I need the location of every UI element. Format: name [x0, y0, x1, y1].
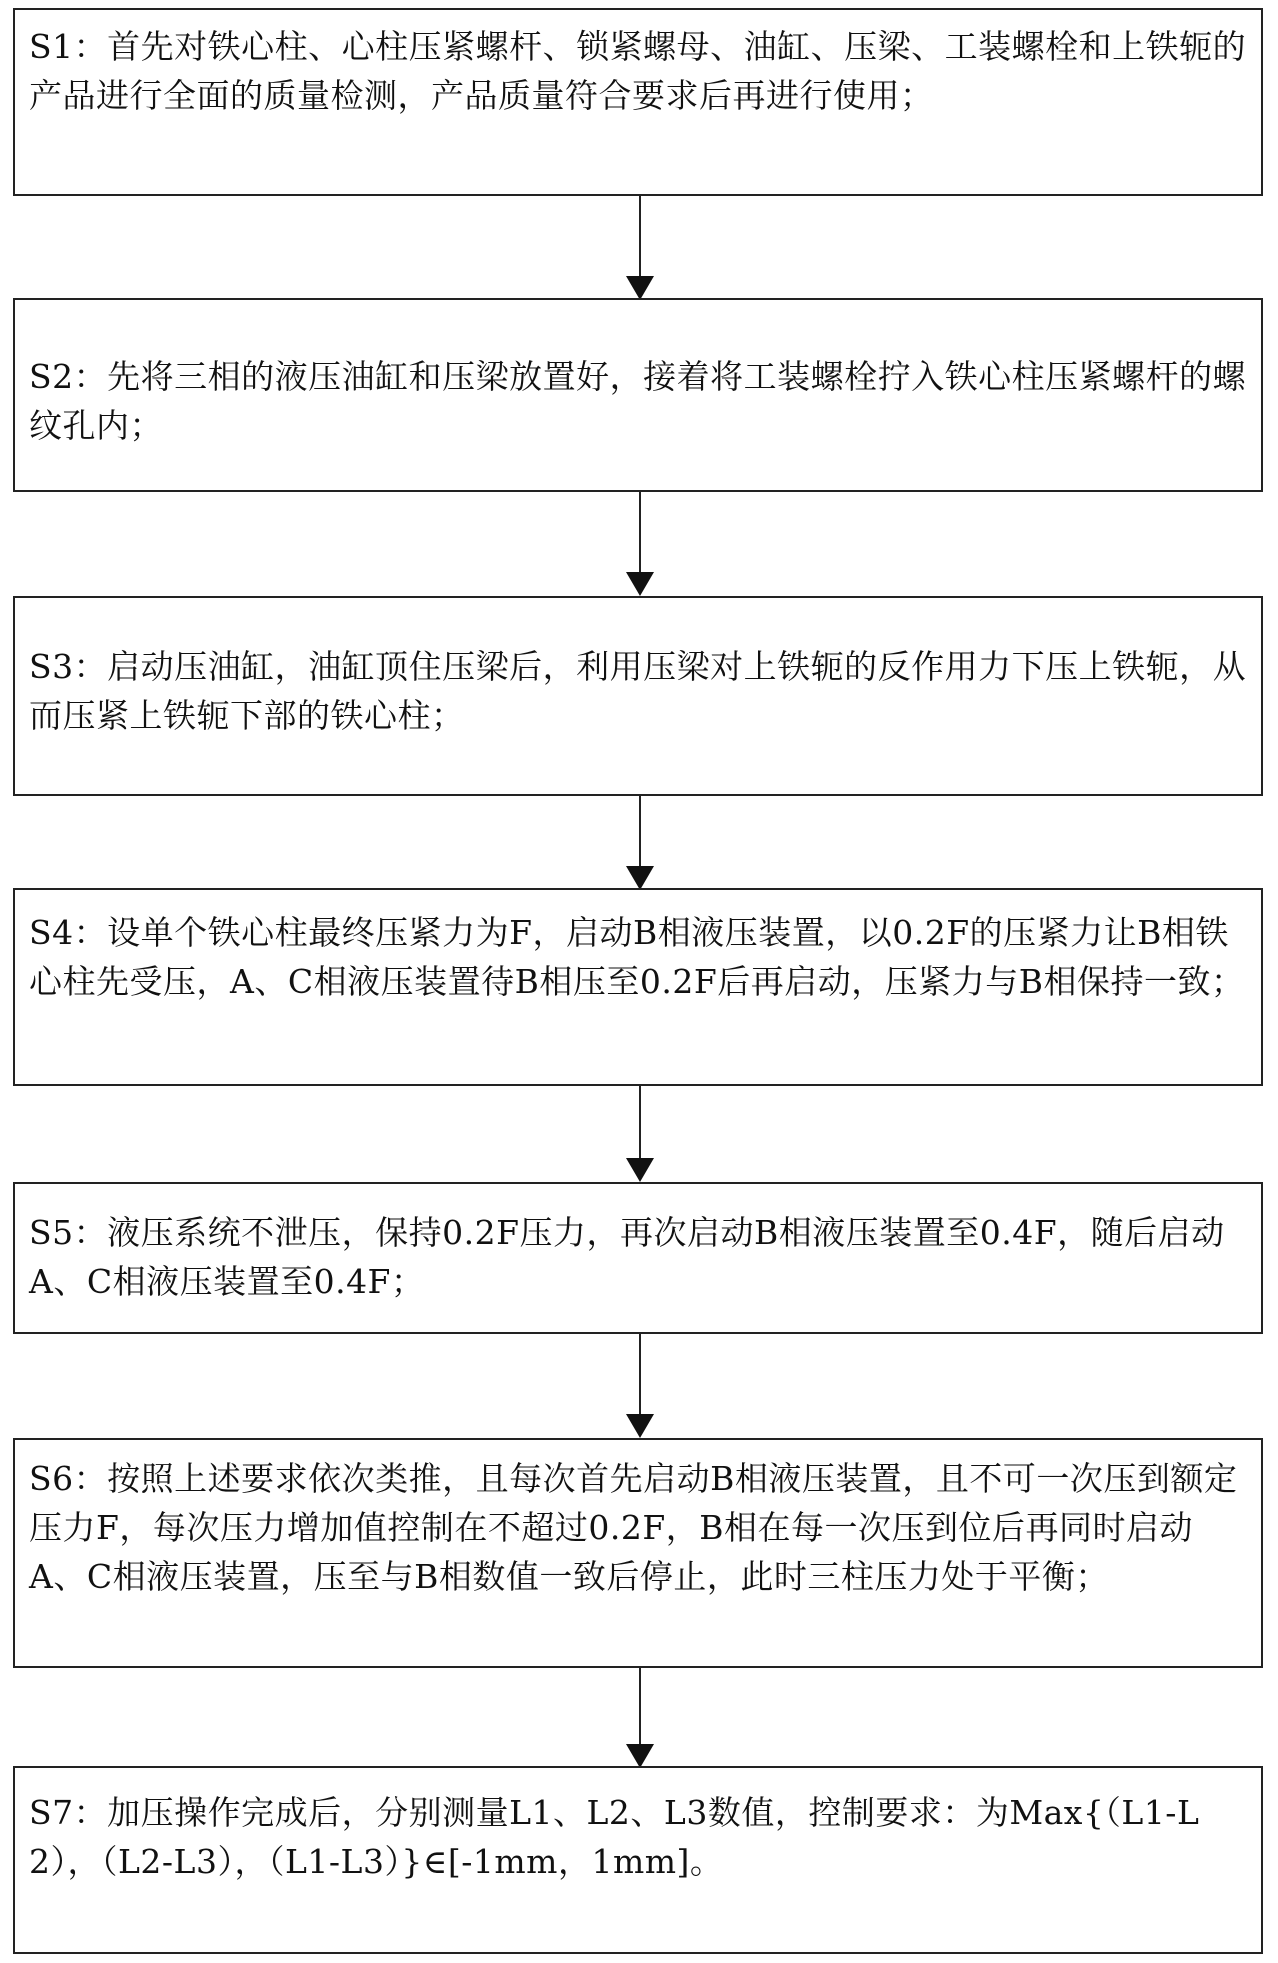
- step-box-s1: [13, 8, 1263, 196]
- step-text-s5: S5：液压系统不泄压，保持0.2F压力，再次启动B相液压装置至0.4F，随后启动A、C相液压装置至0.4F；: [29, 1213, 1225, 1301]
- arrow-head-icon: [626, 1158, 654, 1182]
- arrow-shaft: [639, 1334, 641, 1416]
- arrow-head-icon: [626, 572, 654, 596]
- step-text-s6: S6：按照上述要求依次类推，且每次首先启动B相液压装置，且不可一次压到额定压力F，每次压力增加值控制在不超过0.2F，B相在每一次压到位后再同时启动A、C相液压装置，压至与B相数值一致后停止，此时三柱压力处于平衡；: [29, 1459, 1238, 1596]
- arrow-s3-s4: [638, 796, 642, 890]
- step-box-s6: [13, 1438, 1263, 1668]
- arrow-shaft: [639, 1668, 641, 1746]
- arrow-shaft: [639, 196, 641, 278]
- step-text-s3: S3：启动压油缸，油缸顶住压梁后，利用压梁对上铁轭的反作用力下压上铁轭，从而压紧上铁轭下部的铁心柱；: [29, 647, 1247, 735]
- step-box-s2: [13, 298, 1263, 492]
- step-text-s2: S2：先将三相的液压油缸和压梁放置好，接着将工装螺栓拧入铁心柱压紧螺杆的螺纹孔内；: [29, 357, 1247, 445]
- step-text-s7: S7：加压操作完成后，分别测量L1、L2、L3数值，控制要求：为Max{（L1-L2），（L2-L3），（L1-L3）}∈[-1mm，1mm]。: [29, 1793, 1200, 1881]
- arrow-s6-s7: [638, 1668, 642, 1768]
- arrow-shaft: [639, 1086, 641, 1160]
- step-box-s5: [13, 1182, 1263, 1334]
- arrow-s5-s6: [638, 1334, 642, 1438]
- arrow-s4-s5: [638, 1086, 642, 1182]
- arrow-head-icon: [626, 276, 654, 300]
- arrow-s2-s3: [638, 492, 642, 596]
- step-text-s4: S4：设单个铁心柱最终压紧力为F，启动B相液压装置，以0.2F的压紧力让B相铁心柱先受压，A、C相液压装置待B相压至0.2F后再启动，压紧力与B相保持一致；: [29, 913, 1245, 1001]
- arrow-head-icon: [626, 866, 654, 890]
- arrow-shaft: [639, 492, 641, 574]
- step-box-s7: [13, 1766, 1263, 1954]
- arrow-s1-s2: [638, 196, 642, 300]
- arrow-head-icon: [626, 1744, 654, 1768]
- step-text-s1: S1：首先对铁心柱、心柱压紧螺杆、锁紧螺母、油缸、压梁、工装螺栓和上铁轭的产品进行全面的质量检测，产品质量符合要求后再进行使用；: [29, 27, 1247, 115]
- step-box-s3: [13, 596, 1263, 796]
- step-box-s4: [13, 888, 1263, 1086]
- arrow-shaft: [639, 796, 641, 868]
- arrow-head-icon: [626, 1414, 654, 1438]
